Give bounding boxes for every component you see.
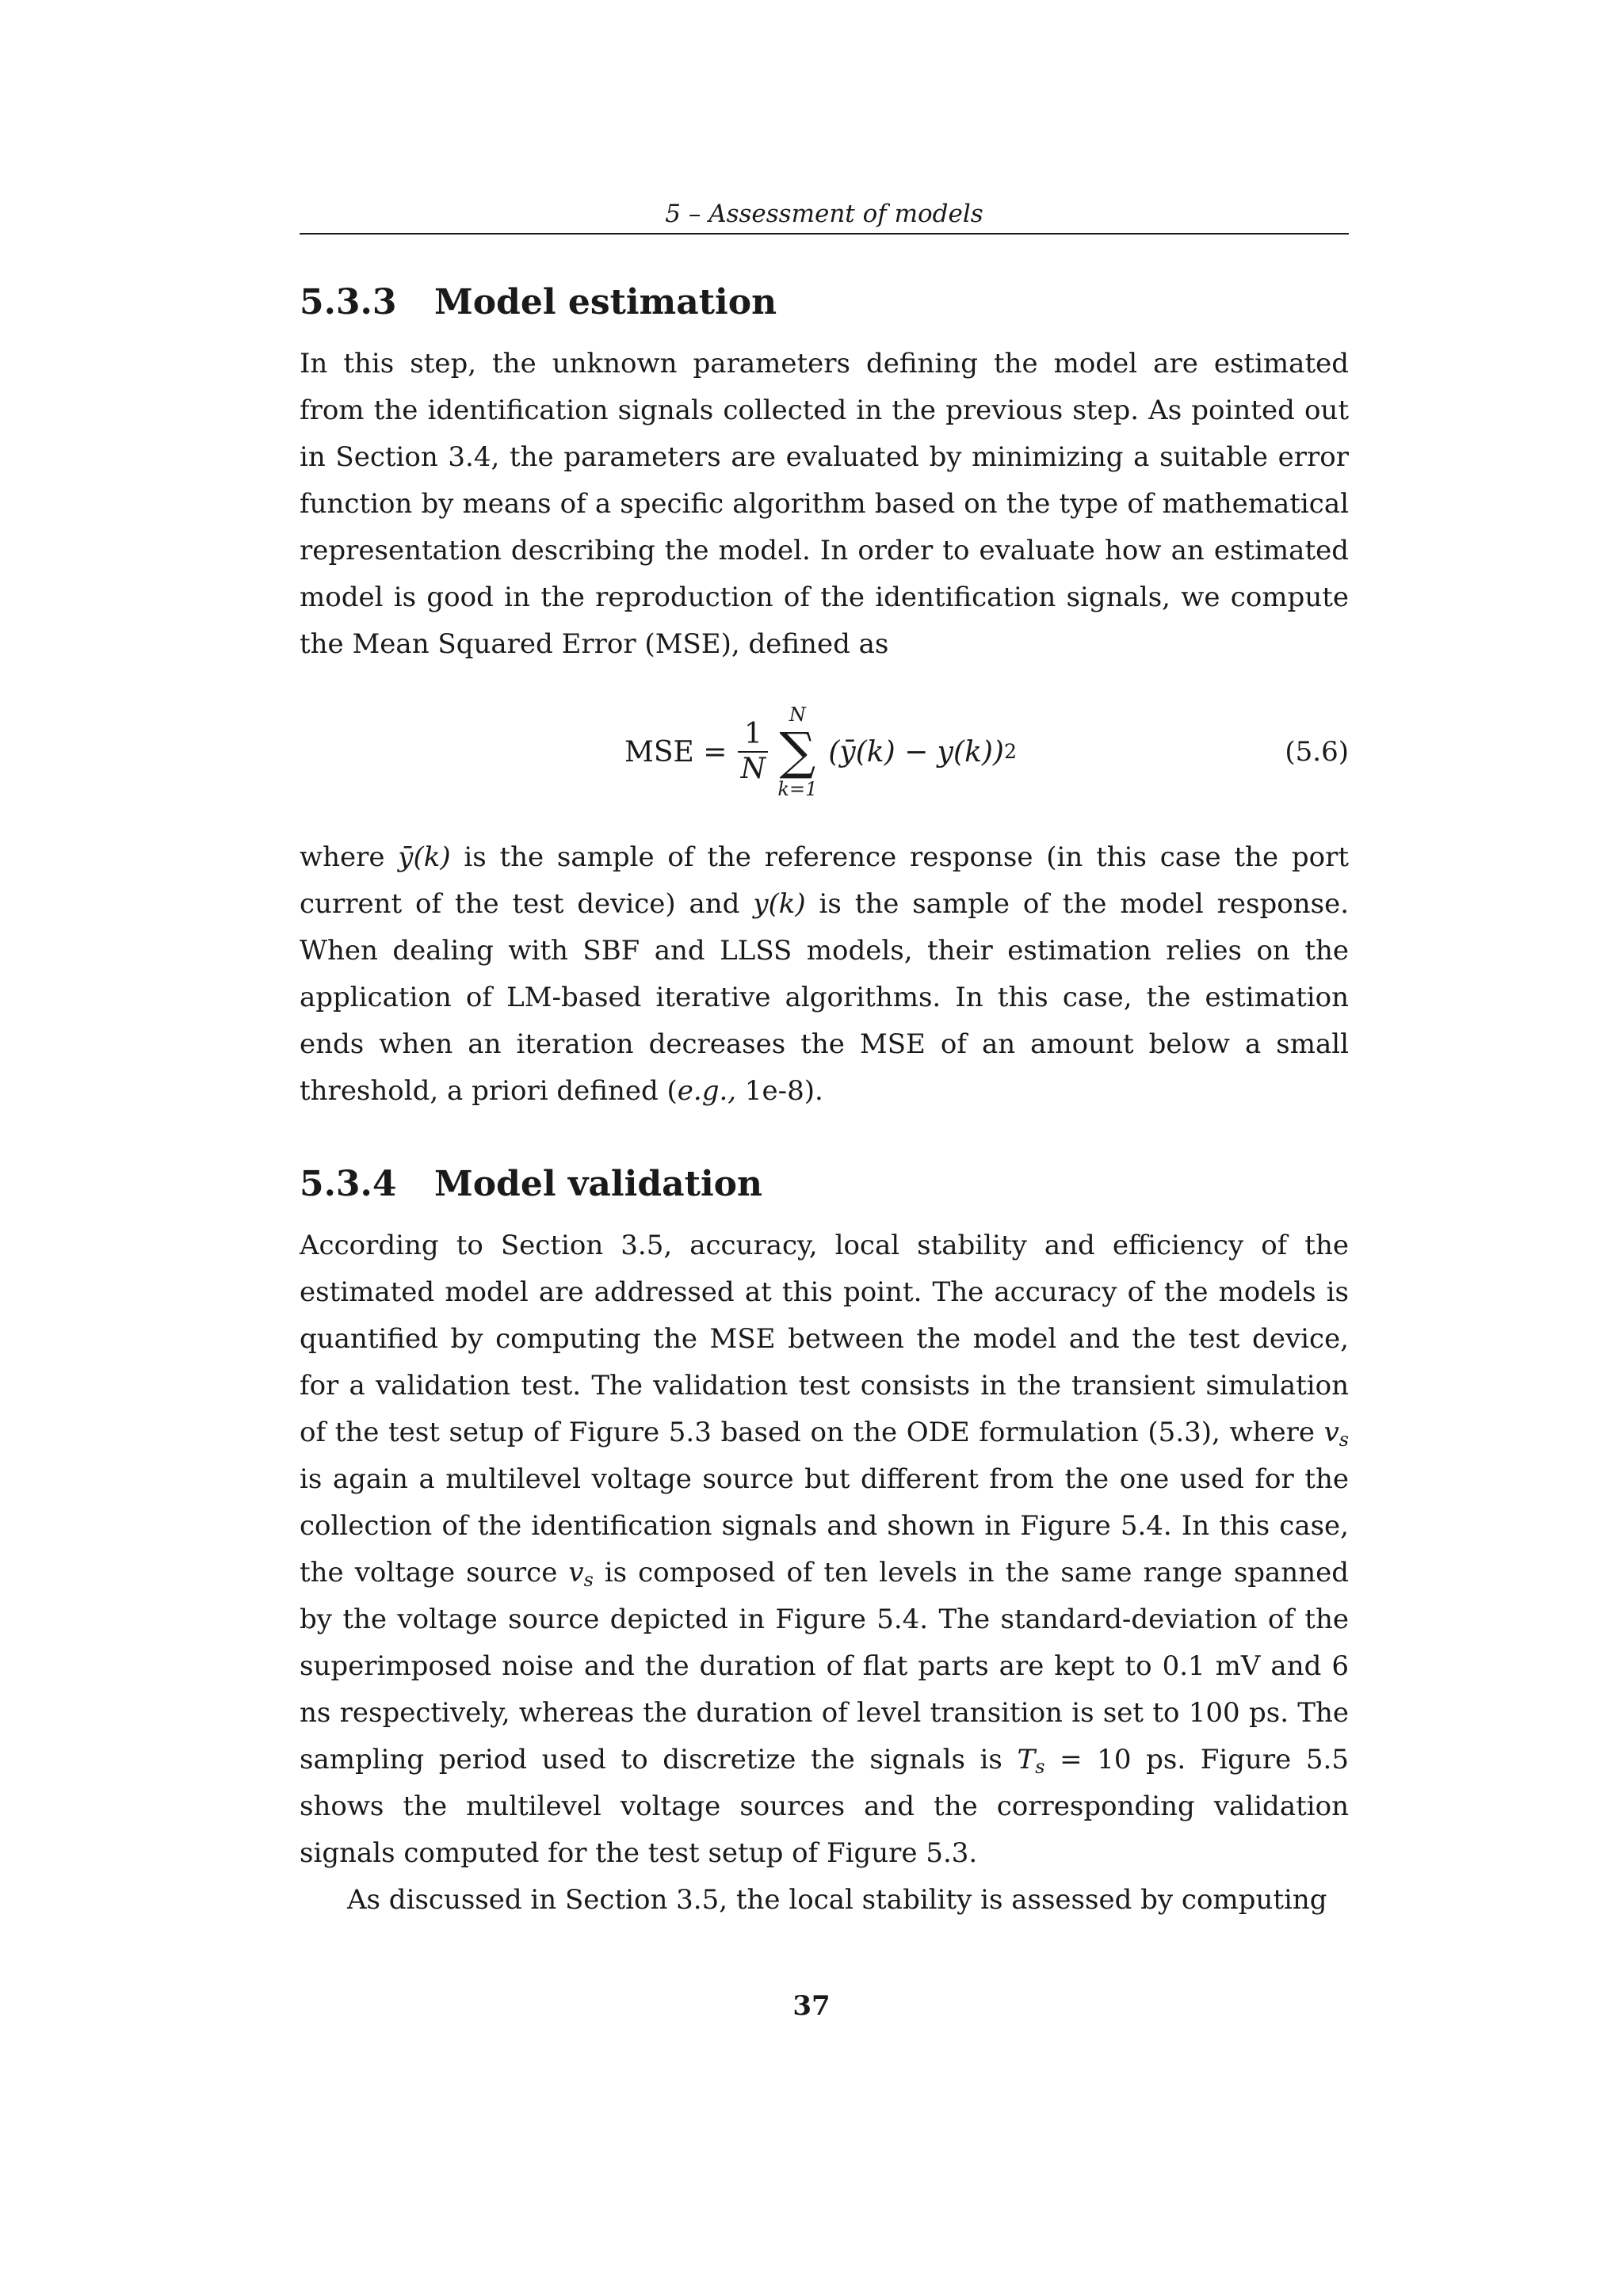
paragraph-local-stability: As discussed in Section 3.5, the local stability is assessed by computing: [347, 1884, 1327, 1916]
text-run: 1e-8).: [736, 1075, 823, 1107]
math-sub-s: s: [1338, 1428, 1349, 1451]
page-number: 37: [792, 1990, 831, 2022]
section-heading-model-estimation: [300, 280, 1349, 325]
math-vs: [1323, 1417, 1349, 1451]
math-v: v: [1323, 1417, 1339, 1448]
fraction-denominator: N: [740, 753, 766, 785]
equation-mse: [300, 681, 1349, 823]
paragraph-model-estimation: In this step, the unknown parameters defining the model are estimated from the identification signals collected in the previous step. As pointed out in Section 3.4, the parameters are evaluated by minimizing a suitable error function by means of a specific algorithm based on the type of mathematical representation describing the model. In order to evaluate how an estimated model is good in the reproduction of the identification signals, we compute the Mean Squared Error (MSE), defined as: [300, 348, 1349, 660]
sigma-symbol: ∑: [779, 723, 816, 781]
text-run: is composed of ten levels in the same range spanned by the voltage source depicted in Figure 5.4. The standard-deviation of the superimposed noise and the duration of flat parts are kept to 0.1 mV and 6 ns respectively, whereas the duration of level transition is set to 100 ps. The sampling period used to discretize the signals is: [300, 1557, 1349, 1775]
text-run: is the sample of the model response. When dealing with SBF and LLSS models, their estimation relies on the application of LM-based iterative algorithms. In this case, the estimation ends when an iteration decreases the MSE of an amount below a small threshold, a priori defined (: [300, 888, 1349, 1107]
page-body: [300, 198, 1349, 1924]
math-sub-s: s: [583, 1568, 594, 1591]
section-title: Model estimation: [434, 282, 777, 322]
math-Ts: [1017, 1744, 1045, 1778]
math-ybar: ȳ(k): [398, 841, 451, 873]
math-v: v: [568, 1557, 584, 1589]
text-run: where: [300, 841, 399, 873]
section-heading-model-validation: [300, 1162, 1349, 1207]
section-title: Model validation: [434, 1164, 763, 1204]
section-number: 5.3.3: [300, 282, 397, 322]
math-T: T: [1017, 1744, 1036, 1775]
math-y: y(k): [753, 888, 806, 920]
summation: [777, 704, 817, 800]
math-sub-s: s: [1035, 1755, 1045, 1778]
section-number: 5.3.4: [300, 1164, 397, 1204]
running-header: 5 – Assessment of models: [300, 198, 1349, 235]
sum-lower-limit: k=1: [777, 778, 818, 800]
text-eg: e.g.,: [677, 1075, 737, 1107]
equation-summand: (ȳ(k) − y(k)): [828, 735, 1004, 769]
equation-fraction: [738, 718, 768, 786]
paragraph-model-validation: [300, 1222, 1349, 1877]
text-run: is again a multilevel voltage source but different from the one used for the collection of the identification signals and shown in Figure 5.4. In this case, the voltage source: [300, 1463, 1349, 1589]
equation-lhs: MSE =: [624, 735, 727, 769]
fraction-numerator: 1: [743, 718, 762, 750]
math-vs: [568, 1557, 593, 1589]
equation-body: MSE = $\frac{1}{N}$ N ∑ k=1 (ȳ(k) − y(k)) 2: [624, 704, 1017, 800]
equation-number: (5.6): [1285, 736, 1349, 768]
text-run: is the sample of the reference response (in this case the port current of the test device) and: [300, 841, 1349, 920]
text-run: According to Section 3.5, accuracy, local stability and efficiency of the estimated model are addressed at this point. The accuracy of the models is quantified by computing the MSE between the model and the test device, for a validation test. The validation test consists in the transient simulation of the test setup of Figure 5.3 based on the ODE formulation (5.3), where: [300, 1230, 1349, 1448]
text-run: = 10 ps. Figure 5.5 shows the multilevel voltage sources and the corresponding validation signals computed for the test setup of Figure 5.3.: [300, 1744, 1349, 1869]
sum-upper-limit: N: [789, 704, 806, 726]
paragraph-after-equation: [300, 834, 1349, 1115]
